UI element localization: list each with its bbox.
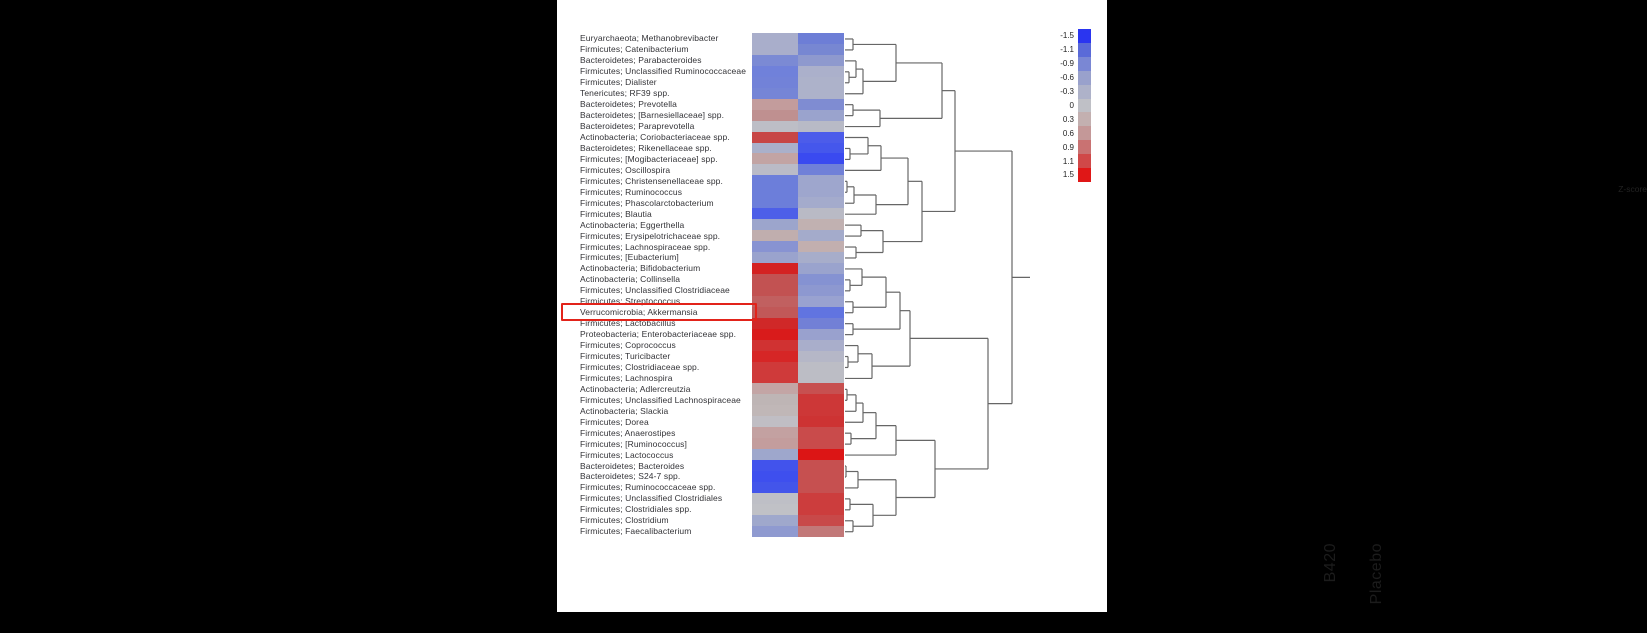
row-label: Actinobacteria; Collinsella	[580, 274, 681, 285]
row-label: Firmicutes; Turicibacter	[580, 351, 671, 362]
row-label: Firmicutes; Oscillospira	[580, 164, 671, 175]
row-label: Firmicutes; Dialister	[580, 77, 657, 88]
row-label: Firmicutes; Lactococcus	[580, 449, 674, 460]
row-label: Firmicutes; [Mogibacteriaceae] spp.	[580, 153, 718, 164]
legend-tick-label: 0	[1069, 100, 1074, 110]
row-label: Firmicutes; Anaerostipes	[580, 427, 676, 438]
row-label: Firmicutes; Clostridiales spp.	[580, 504, 692, 515]
legend-tick-label: -1.5	[1060, 31, 1074, 41]
row-label: Firmicutes; Clostridium	[580, 515, 669, 526]
row-label: Bacteroidetes; Bacteroides	[580, 460, 685, 471]
row-label: Bacteroidetes; S24-7 spp.	[580, 471, 681, 482]
row-label: Proteobacteria; Enterobacteriaceae spp.	[580, 329, 737, 340]
row-label: Firmicutes; Ruminococcaceae spp.	[580, 482, 716, 493]
row-label: Firmicutes; Faecalibacterium	[580, 526, 692, 537]
row-label: Firmicutes; Phascolarctobacterium	[580, 197, 714, 208]
legend-tick-label: -0.9	[1060, 59, 1074, 69]
column-label-placebo: Placebo	[1368, 543, 1385, 605]
legend-tick-label: 1.1	[1062, 156, 1074, 166]
row-label: Tenericutes; RF39 spp.	[580, 88, 670, 99]
row-label: Actinobacteria; Slackia	[580, 405, 669, 416]
row-label: Firmicutes; Lachnospira	[580, 372, 673, 383]
legend-tick-label: 0.6	[1062, 128, 1074, 138]
row-label: Firmicutes; Ruminococcus	[580, 186, 683, 197]
row-label: Firmicutes; Unclassified Clostridiales	[580, 493, 723, 504]
row-label: Firmicutes; Unclassified Ruminococcaceae	[580, 66, 747, 77]
row-label: Verrucomicrobia; Akkermansia	[580, 307, 698, 318]
legend-tick-label: -0.6	[1060, 73, 1074, 83]
row-label: Firmicutes; Unclassified Lachnospiraceae	[580, 394, 741, 405]
row-label: Bacteroidetes; Parabacteroides	[580, 55, 702, 66]
legend-tick-label: 0.3	[1062, 114, 1074, 124]
row-label: Firmicutes; [Eubacterium]	[580, 252, 679, 263]
row-label: Bacteroidetes; Paraprevotella	[580, 121, 695, 132]
legend-tick-label: -1.1	[1060, 45, 1074, 55]
row-label: Firmicutes; Erysipelotrichaceae spp.	[580, 230, 721, 241]
row-label: Firmicutes; Unclassified Clostridiaceae	[580, 285, 730, 296]
legend-title: Z-score	[1618, 184, 1647, 194]
row-label: Firmicutes; Blautia	[580, 208, 652, 219]
row-label: Firmicutes; Lactobacillus	[580, 318, 676, 329]
row-label: Firmicutes; Coprococcus	[580, 340, 676, 351]
row-label: Firmicutes; Streptococcus	[580, 296, 681, 307]
row-label: Firmicutes; [Ruminococcus]	[580, 438, 687, 449]
row-label: Actinobacteria; Coriobacteriaceae spp.	[580, 132, 730, 143]
row-label: Firmicutes; Dorea	[580, 416, 649, 427]
legend-tick-label: -0.3	[1060, 87, 1074, 97]
legend-tick-label: 1.5	[1062, 170, 1074, 180]
row-label: Bacteroidetes; Rikenellaceae spp.	[580, 142, 712, 153]
row-label: Firmicutes; Lachnospiraceae spp.	[580, 241, 711, 252]
row-label: Firmicutes; Catenibacterium	[580, 44, 689, 55]
row-label: Actinobacteria; Eggerthella	[580, 219, 685, 230]
legend-tick-label: 0.9	[1062, 142, 1074, 152]
row-label: Actinobacteria; Adlercreutzia	[580, 383, 691, 394]
row-label: Bacteroidetes; Prevotella	[580, 99, 677, 110]
row-label: Euryarchaeota; Methanobrevibacter	[580, 33, 719, 44]
row-label: Firmicutes; Christensenellaceae spp.	[580, 175, 723, 186]
column-label-b420: B420	[1322, 543, 1339, 583]
row-label: Bacteroidetes; [Barnesiellaceae] spp.	[580, 110, 725, 121]
row-label: Firmicutes; Clostridiaceae spp.	[580, 361, 700, 372]
row-label: Actinobacteria; Bifidobacterium	[580, 263, 701, 274]
